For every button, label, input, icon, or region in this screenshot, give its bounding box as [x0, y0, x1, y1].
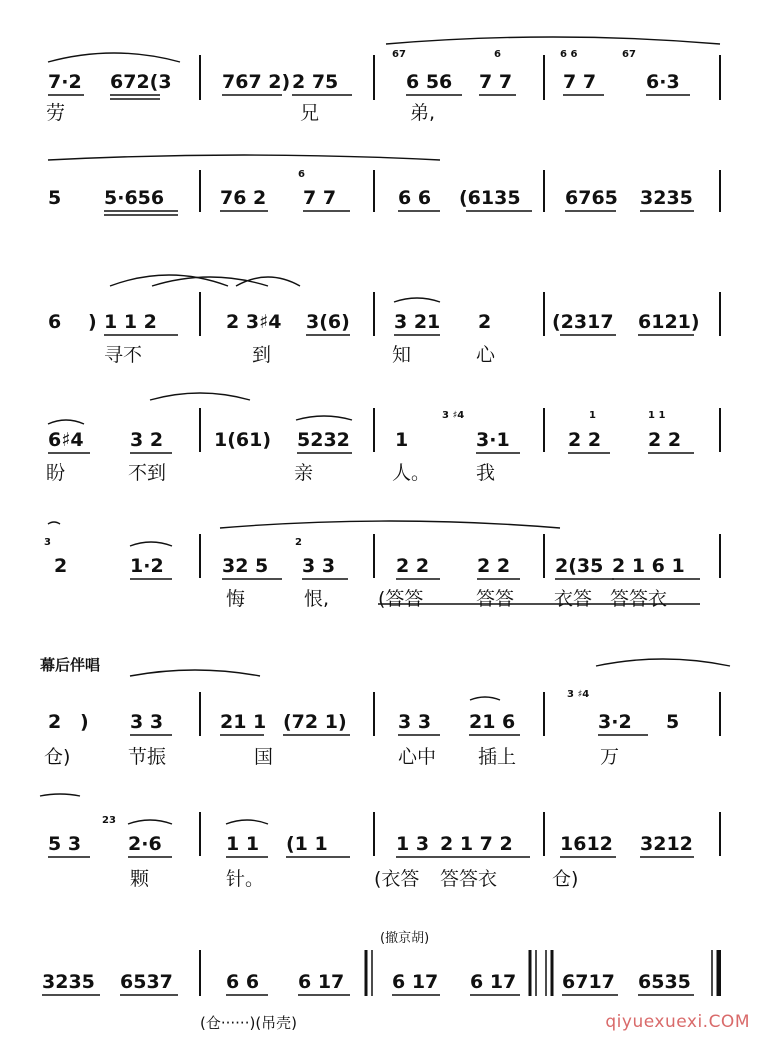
- note-group: 6·3: [646, 71, 680, 93]
- note-group: 1: [395, 429, 409, 451]
- note-group: ): [88, 311, 97, 333]
- lyric: 衣答: [554, 588, 593, 610]
- grace-note: 1 1: [648, 410, 666, 421]
- note-group: 2(35: [555, 555, 604, 577]
- note-group: 2 2: [477, 555, 511, 577]
- grace-note: 6: [298, 169, 305, 180]
- note-group: 6 6: [226, 971, 260, 993]
- note-group: 32 5: [222, 555, 269, 577]
- lyric: 万: [600, 746, 620, 768]
- lyric: 插上: [478, 746, 517, 768]
- slur: [40, 794, 80, 796]
- grace-note: 67: [622, 49, 636, 60]
- lyric: 兄: [300, 102, 320, 124]
- lyric: 恨,: [304, 588, 330, 610]
- note-group: 21 1: [220, 711, 267, 733]
- slur: [596, 659, 730, 666]
- note-group: 7·2: [48, 71, 82, 93]
- note-group: 6♯4: [48, 429, 84, 451]
- grace-note: 2: [295, 537, 302, 548]
- lyric: 仓): [552, 868, 579, 890]
- note-group: 7 7: [479, 71, 513, 93]
- slur: [296, 416, 352, 420]
- note-group: 2: [478, 311, 492, 333]
- slur: [470, 697, 500, 700]
- note-group: 6 17: [392, 971, 439, 993]
- lyric: 国: [254, 746, 274, 768]
- note-group: (1 1: [286, 833, 328, 855]
- lyric: 节振: [128, 746, 167, 768]
- note-group: 1612: [560, 833, 613, 855]
- slur: [130, 542, 172, 546]
- note-group: ): [80, 711, 89, 733]
- slur: [48, 53, 180, 62]
- note-group: 5·656: [104, 187, 165, 209]
- note-group: 1(61): [214, 429, 272, 451]
- note-group: 6537: [120, 971, 173, 993]
- slur: [48, 155, 440, 160]
- note-group: 21 6: [469, 711, 516, 733]
- lyric: 盼: [46, 462, 66, 484]
- note-group: 7 7: [303, 187, 337, 209]
- grace-note: 67: [392, 49, 406, 60]
- slur: [48, 420, 84, 424]
- lyric: 弟,: [410, 102, 436, 124]
- note-group: 2 2: [568, 429, 602, 451]
- note-group: 2 2: [396, 555, 430, 577]
- lyric: 仓): [44, 746, 71, 768]
- grace-note: 3: [44, 537, 51, 548]
- lyric: 人。: [392, 462, 431, 484]
- note-group: 3(6): [306, 311, 350, 333]
- note-group: 3 3: [130, 711, 164, 733]
- note-group: 6 56: [406, 71, 453, 93]
- grace-note: 1: [589, 410, 596, 421]
- lyric: 到: [252, 344, 272, 366]
- lyric: 知: [392, 344, 412, 366]
- slur: [152, 277, 268, 286]
- section-label: (撤京胡): [380, 931, 430, 946]
- lyric: (答答: [378, 588, 424, 610]
- slur: [236, 277, 300, 286]
- watermark: qiyuexuexi.COM: [605, 1012, 750, 1032]
- note-group: 6717: [562, 971, 615, 993]
- note-group: 2 75: [292, 71, 339, 93]
- note-group: 2·6: [128, 833, 162, 855]
- note-group: 3·1: [476, 429, 510, 451]
- lyric: 心中: [398, 746, 437, 768]
- note-group: 1·2: [130, 555, 164, 577]
- note-group: 6121): [638, 311, 700, 333]
- lyric: 寻不: [104, 344, 143, 366]
- note-group: 5232: [297, 429, 350, 451]
- note-group: 6765: [565, 187, 618, 209]
- note-group: 7 7: [563, 71, 597, 93]
- slur: [386, 37, 720, 44]
- note-group: 3 3: [398, 711, 432, 733]
- lyric: (衣答: [374, 868, 420, 890]
- slur: [394, 298, 440, 302]
- note-group: 3 21: [394, 311, 441, 333]
- note-group: 2 1 7 2: [440, 833, 513, 855]
- note-group: (2317: [552, 311, 614, 333]
- note-group: 2: [48, 711, 62, 733]
- note-group: 6 17: [298, 971, 345, 993]
- note-group: 6 6: [398, 187, 432, 209]
- note-group: 1 1: [226, 833, 260, 855]
- lyric: 针。: [226, 868, 265, 890]
- note-group: 3 2: [130, 429, 164, 451]
- slur: [48, 522, 60, 524]
- note-group: 3235: [42, 971, 95, 993]
- note-group: 76 2: [220, 187, 267, 209]
- lyric: 答答衣: [610, 588, 668, 610]
- note-group: 2 1 6 1: [612, 555, 685, 577]
- grace-note: 6: [494, 49, 501, 60]
- slur: [150, 393, 250, 400]
- note-group: 1 3: [396, 833, 430, 855]
- lyric: 颗: [130, 868, 150, 890]
- note-group: 3212: [640, 833, 693, 855]
- lyric: 心: [476, 344, 496, 366]
- lyric: 答答衣: [440, 868, 498, 890]
- note-group: 3·2: [598, 711, 632, 733]
- note-group: 2: [54, 555, 68, 577]
- slur: [220, 521, 560, 528]
- note-group: 6: [48, 311, 62, 333]
- lyric: 亲: [294, 462, 314, 484]
- note-group: 2 3♯4: [226, 311, 282, 333]
- lyric: 我: [476, 462, 496, 484]
- slur: [128, 820, 172, 824]
- slur: [226, 820, 268, 824]
- lyric: 悔: [226, 588, 246, 610]
- note-group: (6135: [459, 187, 521, 209]
- lyric: (仓······)(吊壳): [200, 1014, 298, 1032]
- note-group: 2 2: [648, 429, 682, 451]
- grace-note: 3 ♯4: [442, 410, 465, 421]
- note-group: 767 2): [222, 71, 291, 93]
- slur: [130, 670, 260, 676]
- lyric: 答答: [476, 588, 515, 610]
- note-group: 5: [48, 187, 62, 209]
- grace-note: 23: [102, 815, 116, 826]
- note-group: 6535: [638, 971, 691, 993]
- note-group: 3235: [640, 187, 693, 209]
- lyric: 劳: [46, 102, 66, 124]
- note-group: 6 17: [470, 971, 517, 993]
- note-group: 1 1 2: [104, 311, 157, 333]
- grace-note: 3 ♯4: [567, 689, 590, 700]
- section-label: 幕后伴唱: [40, 656, 101, 674]
- grace-note: 6 6: [560, 49, 578, 60]
- lyric: 不到: [128, 462, 167, 484]
- note-group: 5: [666, 711, 680, 733]
- note-group: 5 3: [48, 833, 82, 855]
- note-group: (72 1): [283, 711, 347, 733]
- note-group: 672(3: [110, 71, 172, 93]
- note-group: 3 3: [302, 555, 336, 577]
